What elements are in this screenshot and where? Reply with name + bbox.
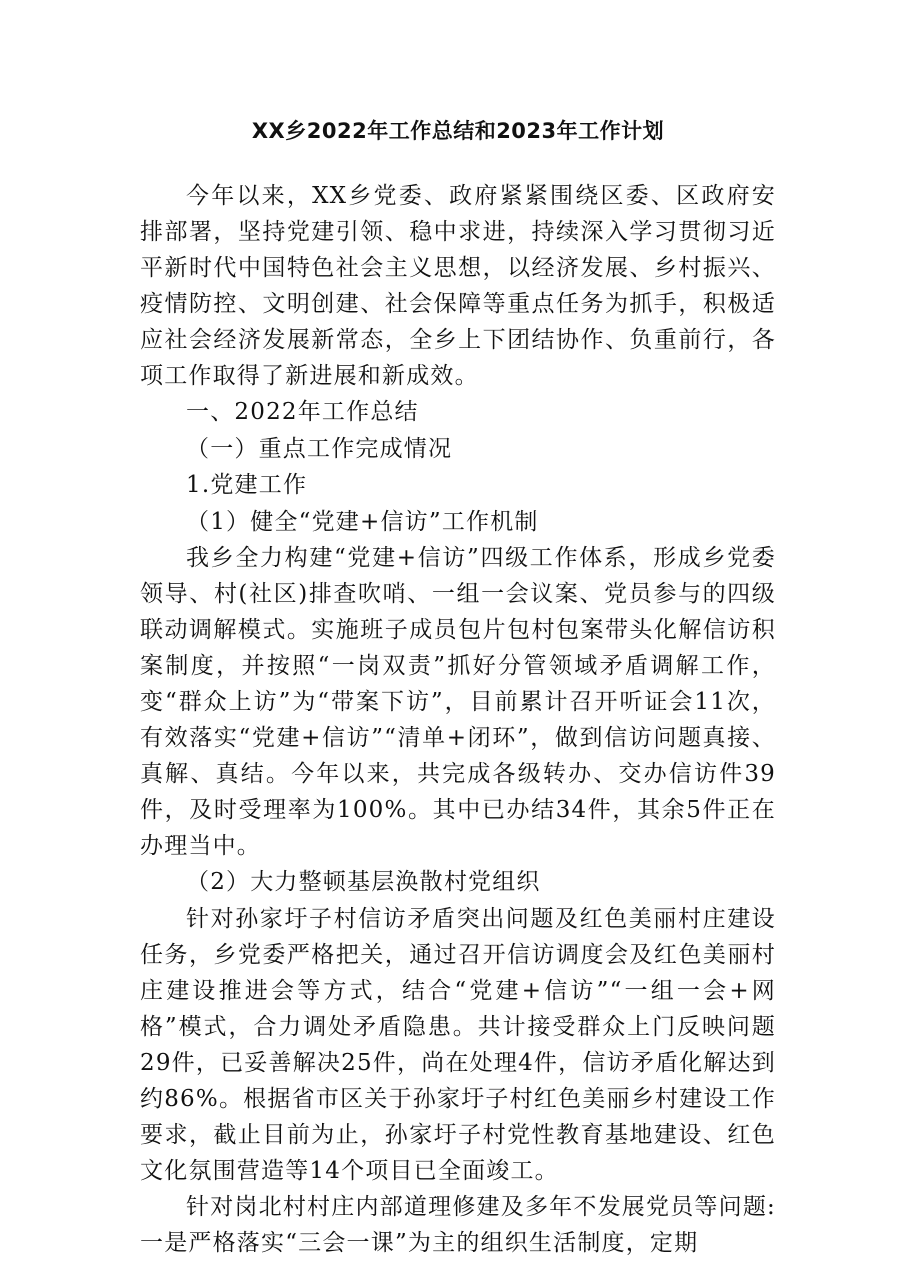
document-title: XX乡2022年工作总结和2023年工作计划 bbox=[251, 119, 665, 143]
document-body bbox=[140, 178, 776, 1261]
subsection-heading-key-work: （一）重点工作完成情况 bbox=[186, 435, 453, 462]
sunjia-village-paragraph: 针对孙家圩子村信访矛盾突出问题及红色美丽村庄建设任务，乡党委严格把关，通过召开信访调度会及红色美丽村庄建设推进会等方式，结合“党建+信访”“一组一会+网格”模式，合力调处矛盾隐患。共计接受群众上门反映问题29件，已妥善解决25件，尚在处理4件，信访矛盾化解达到约86%。根据省市区关于孙家圩子村红色美丽乡村建设工作要求，截止目前为止，孙家圩子村党性教育基地建设、红色文化氛围营造等14个项目已全面竣工。 bbox=[140, 905, 776, 1184]
item-heading-rectify-party-org: （2）大力整顿基层涣散村党组织 bbox=[186, 869, 541, 895]
section-heading-summary: 一、2022年工作总结 bbox=[186, 399, 419, 425]
item-heading-petition-mechanism: （1）健全“党建+信访”工作机制 bbox=[186, 508, 539, 535]
gangbei-village-paragraph: 针对岗北村村庄内部道理修建及多年不发展党员等问题:一是严格落实“三会一课”为主的组织生活制度，定期 bbox=[140, 1193, 776, 1256]
petition-mechanism-paragraph: 我乡全力构建“党建+信访”四级工作体系，形成乡党委领导、村(社区)排查吹哨、一组一会议案、党员参与的四级联动调解模式。实施班子成员包片包村包案带头化解信访积案制度，并按照“一岗双责”抓好分管领域矛盾调解工作，变“群众上访”为“带案下访”，目前累计召开听证会11次，有效落实“党建+信访”“清单+闭环”，做到信访问题真接、真解、真结。今年以来，共完成各级转办、交办信访件39件，及时受理率为100%。其中已办结34件，其余5件正在办理当中。 bbox=[140, 545, 776, 859]
item-heading-party-building: 1.党建工作 bbox=[186, 472, 308, 498]
intro-paragraph: 今年以来，XX乡党委、政府紧紧围绕区委、区政府安排部署，坚持党建引领、稳中求进，持续深入学习贯彻习近平新时代中国特色社会主义思想，以经济发展、乡村振兴、疫情防控、文明创建、社会保障等重点任务为抓手，积极适应社会经济发展新常态，全乡上下团结协作、负重前行，各项工作取得了新进展和新成效。 bbox=[140, 183, 776, 389]
